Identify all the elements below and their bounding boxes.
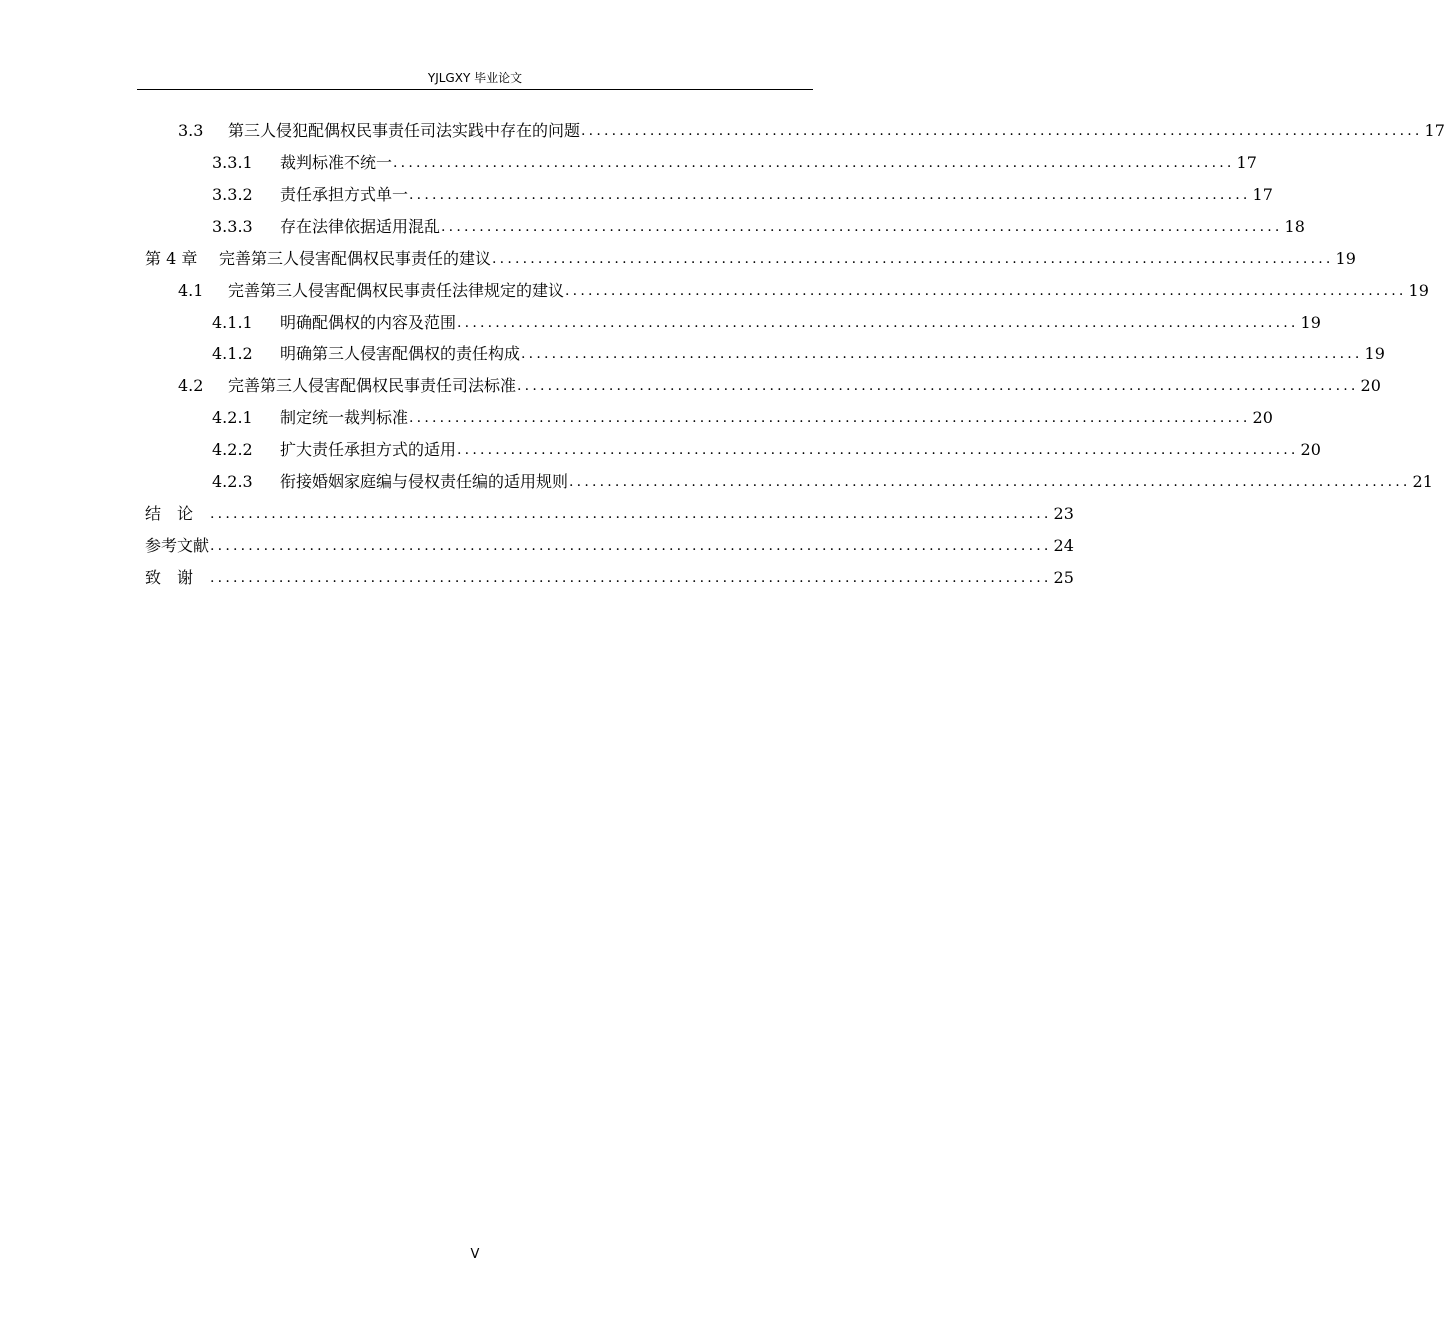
toc-entry-title: 参考文献: [145, 536, 210, 555]
toc-entry-page: 19: [1335, 249, 1356, 268]
toc-entry-title: 完善第三人侵害配偶权民事责任法律规定的建议: [228, 281, 565, 300]
dot-leader: ..............................................................................................................: [409, 410, 1251, 426]
toc-entry-4-1-2[interactable]: [212, 343, 1385, 365]
toc-entry-title: 完善第三人侵害配偶权民事责任司法标准: [228, 376, 517, 395]
dot-leader: ..............................................................................................................: [393, 155, 1235, 171]
toc-entry-title: 第三人侵犯配偶权民事责任司法实践中存在的问题: [228, 121, 581, 140]
toc-entry-page: 18: [1284, 217, 1305, 236]
toc-entry-page: 23: [1053, 504, 1074, 523]
toc-entry-4-1-1[interactable]: [212, 312, 1321, 334]
toc-entry-page: 20: [1300, 440, 1321, 459]
toc-entry-title: 扩大责任承担方式的适用: [280, 440, 457, 459]
toc-entry-title: 裁判标准不统一: [280, 153, 393, 172]
toc-entry-4-1[interactable]: [178, 280, 1429, 302]
toc-entry-title: 明确配偶权的内容及范围: [280, 313, 457, 332]
toc-entry-number: 4.2.3: [212, 472, 253, 491]
dot-leader: ..............................................................................................................: [441, 219, 1283, 235]
dot-leader: ..............................................................................................................: [517, 378, 1359, 394]
toc-entry-number: 4.1.2: [212, 344, 253, 363]
toc-entry-number: 3.3.3: [212, 217, 253, 236]
toc-entry-4-2[interactable]: [178, 375, 1381, 397]
toc-entry-page: 25: [1053, 568, 1074, 587]
toc-entry-page: 19: [1364, 344, 1385, 363]
dot-leader: ..............................................................................................................: [409, 187, 1251, 203]
toc-entry-page: 21: [1412, 472, 1433, 491]
toc-entry-title: 致谢: [145, 568, 210, 587]
toc-entry-title: 制定统一裁判标准: [280, 408, 409, 427]
toc-entry-title: 存在法律依据适用混乱: [280, 217, 441, 236]
toc-entry-4-2-1[interactable]: [212, 407, 1273, 429]
toc-entry-4-2-3[interactable]: [212, 471, 1433, 493]
toc-entry-title: 结论: [145, 504, 210, 523]
dot-leader: ..............................................................................................................: [210, 538, 1052, 554]
toc-entry-3-3[interactable]: [178, 120, 1445, 142]
toc-entry-number: 第 4 章: [145, 249, 198, 268]
toc-entry-number: 4.1: [178, 281, 204, 300]
dot-leader: ..............................................................................................................: [569, 474, 1411, 490]
dot-leader: ..............................................................................................................: [210, 506, 1052, 522]
dot-leader: ..............................................................................................................: [565, 283, 1407, 299]
toc-entry-number: 4.1.1: [212, 313, 253, 332]
toc-entry-number: 3.3.2: [212, 185, 253, 204]
toc-entry-acknowledgements[interactable]: [145, 567, 1074, 589]
toc-entry-page: 17: [1252, 185, 1273, 204]
toc-entry-conclusion[interactable]: [145, 503, 1074, 525]
toc-entry-number: 4.2.1: [212, 408, 253, 427]
toc-entry-title: 衔接婚姻家庭编与侵权责任编的适用规则: [280, 472, 569, 491]
dot-leader: ..............................................................................................................: [457, 442, 1299, 458]
toc-entry-page: 20: [1252, 408, 1273, 427]
toc-entry-references[interactable]: [145, 535, 1074, 557]
page-number: V: [470, 1247, 480, 1262]
toc-entry-title: 明确第三人侵害配偶权的责任构成: [280, 344, 521, 363]
toc-entry-4-2-2[interactable]: [212, 439, 1321, 461]
toc-entry-chapter-4[interactable]: [145, 248, 1356, 270]
toc-entry-page: 20: [1360, 376, 1381, 395]
dot-leader: ..............................................................................................................: [492, 251, 1334, 267]
toc-entry-page: 17: [1424, 121, 1445, 140]
page-header: YJLGXY 毕业论文: [427, 71, 523, 85]
toc-entry-page: 24: [1053, 536, 1074, 555]
dot-leader: ..............................................................................................................: [457, 315, 1299, 331]
toc-entry-page: 19: [1408, 281, 1429, 300]
toc-entry-number: 4.2.2: [212, 440, 253, 459]
toc-entry-3-3-2[interactable]: [212, 184, 1273, 206]
toc-entry-number: 4.2: [178, 376, 204, 395]
toc-entry-page: 17: [1236, 153, 1257, 172]
dot-leader: ..............................................................................................................: [521, 346, 1363, 362]
toc-entry-page: 19: [1300, 313, 1321, 332]
toc-entry-number: 3.3: [178, 121, 204, 140]
toc-entry-title: 责任承担方式单一: [280, 185, 409, 204]
toc-entry-3-3-1[interactable]: [212, 152, 1257, 174]
toc-entry-title: 完善第三人侵害配偶权民事责任的建议: [219, 249, 492, 268]
dot-leader: ..............................................................................................................: [581, 123, 1423, 139]
dot-leader: ..............................................................................................................: [210, 570, 1052, 586]
toc-entry-number: 3.3.1: [212, 153, 253, 172]
toc-entry-3-3-3[interactable]: [212, 216, 1305, 238]
